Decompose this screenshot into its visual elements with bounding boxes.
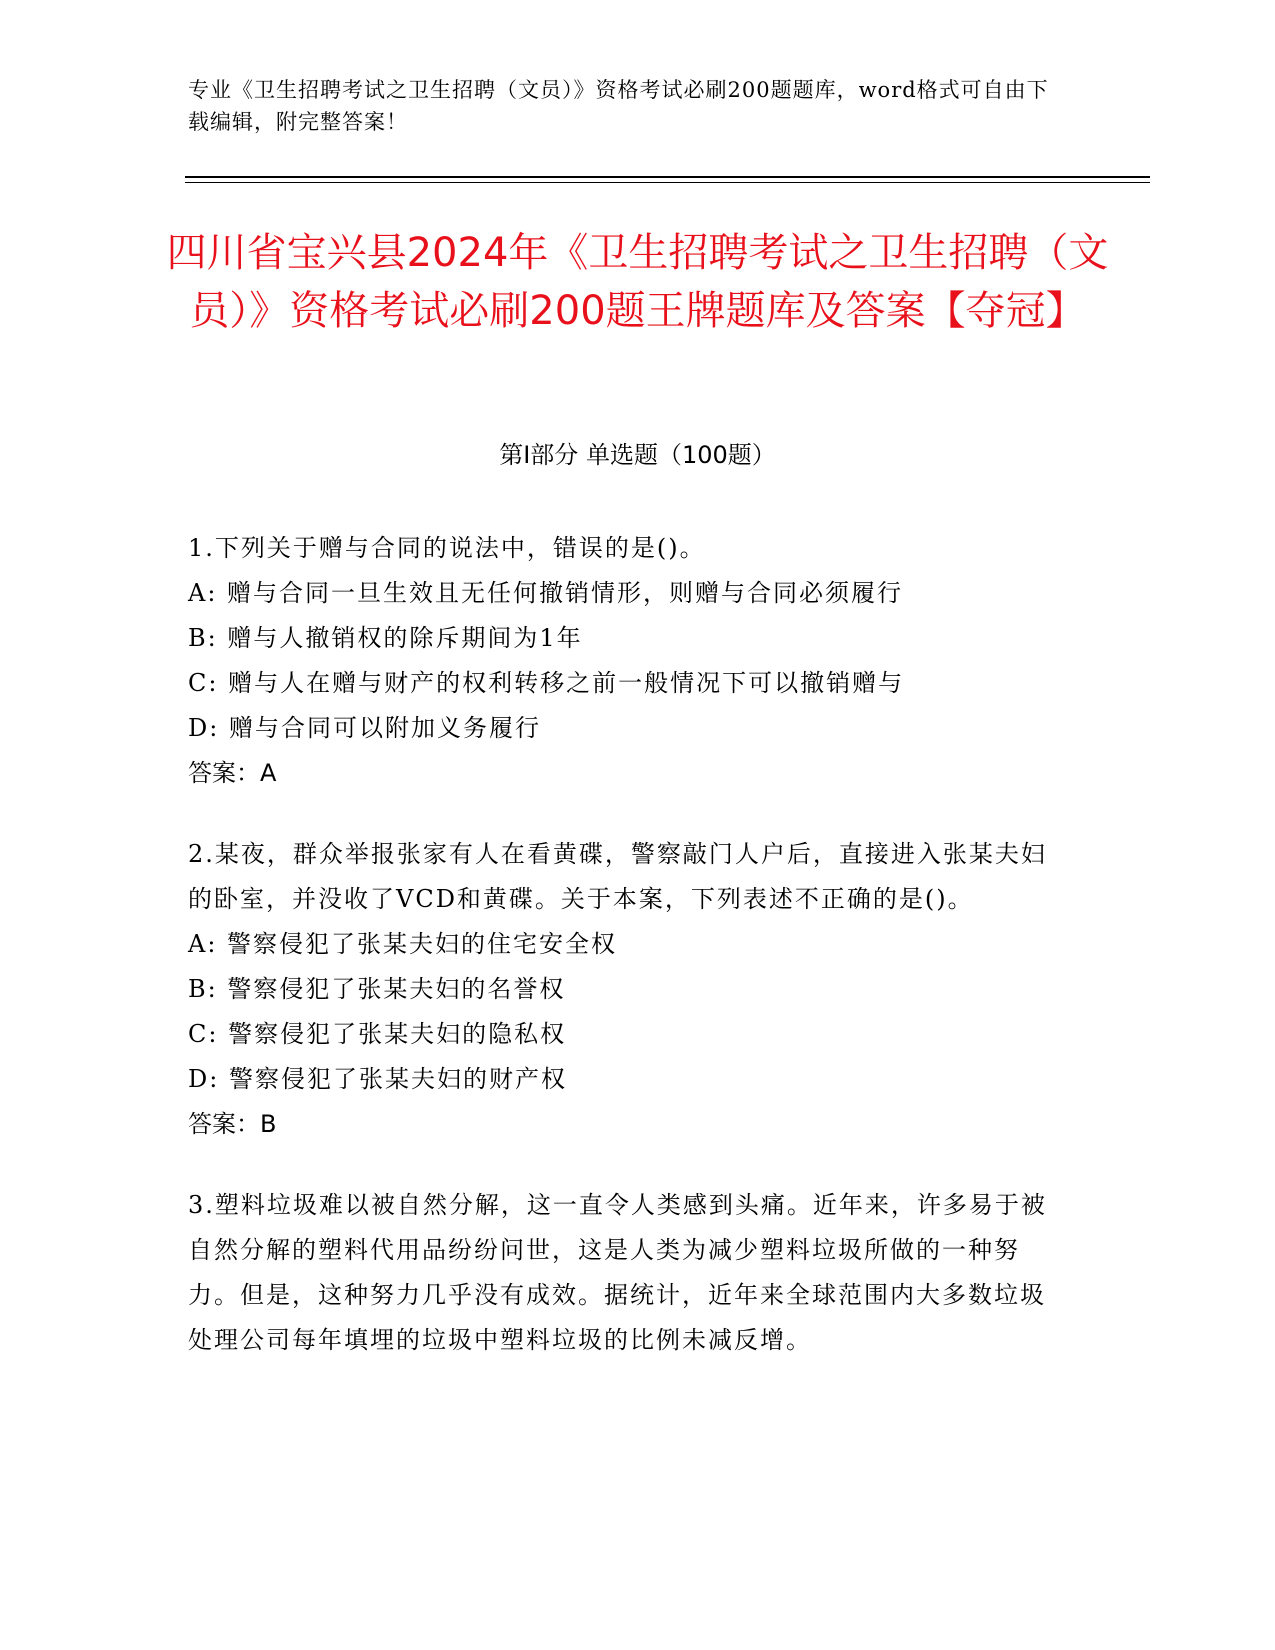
option-d: D: 警察侵犯了张某夫妇的财产权 (188, 1065, 567, 1093)
question-stem: 2.某夜，群众举报张家有人在看黄碟，警察敲门人户后，直接进入张某夫妇的卧室，并没收了VCD和黄碟。关于本案，下列表述不正确的是()。 (188, 840, 1047, 913)
header-rule-thick (185, 176, 1150, 178)
question-stem: 3.塑料垃圾难以被自然分解，这一直令人类感到头痛。近年来，许多易于被自然分解的塑料代用品纷纷问世，这是人类为减少塑料垃圾所做的一种努力。但是，这种努力几乎没有成效。据统计，近年来全球范围内大多数垃圾处理公司每年填埋的垃圾中塑料垃圾的比例未减反增。 (188, 1191, 1047, 1354)
option-c: C: 赠与人在赠与财产的权利转移之前一般情况下可以撤销赠与 (188, 669, 905, 697)
option-a: A: 警察侵犯了张某夫妇的住宅安全权 (188, 930, 618, 958)
header-note: 专业《卫生招聘考试之卫生招聘（文员）》资格考试必刷200题题库，word格式可自由下载编辑，附完整答案！ (188, 78, 1049, 134)
question-1 (188, 526, 1058, 796)
question-2 (188, 832, 1058, 1147)
document-title: 四川省宝兴县2024年《卫生招聘考试之卫生招聘（文员）》资格考试必刷200题王牌题库及答案【夺冠】 (166, 230, 1109, 334)
question-list (188, 526, 1058, 1399)
option-b: B: 警察侵犯了张某夫妇的名誉权 (188, 975, 566, 1003)
answer: 答案：A (188, 759, 277, 787)
option-a: A: 赠与合同一旦生效且无任何撤销情形，则赠与合同必须履行 (188, 579, 904, 607)
header-rule-thin (185, 182, 1150, 183)
question-stem: 1.下列关于赠与合同的说法中，错误的是()。 (188, 534, 706, 562)
option-c: C: 警察侵犯了张某夫妇的隐私权 (188, 1020, 567, 1048)
question-3 (188, 1183, 1058, 1363)
option-d: D: 赠与合同可以附加义务履行 (188, 714, 541, 742)
answer: 答案：B (188, 1110, 277, 1138)
option-b: B: 赠与人撤销权的除斥期间为1年 (188, 624, 583, 652)
section-title: 第Ⅰ部分 单选题（100题） (499, 441, 776, 469)
